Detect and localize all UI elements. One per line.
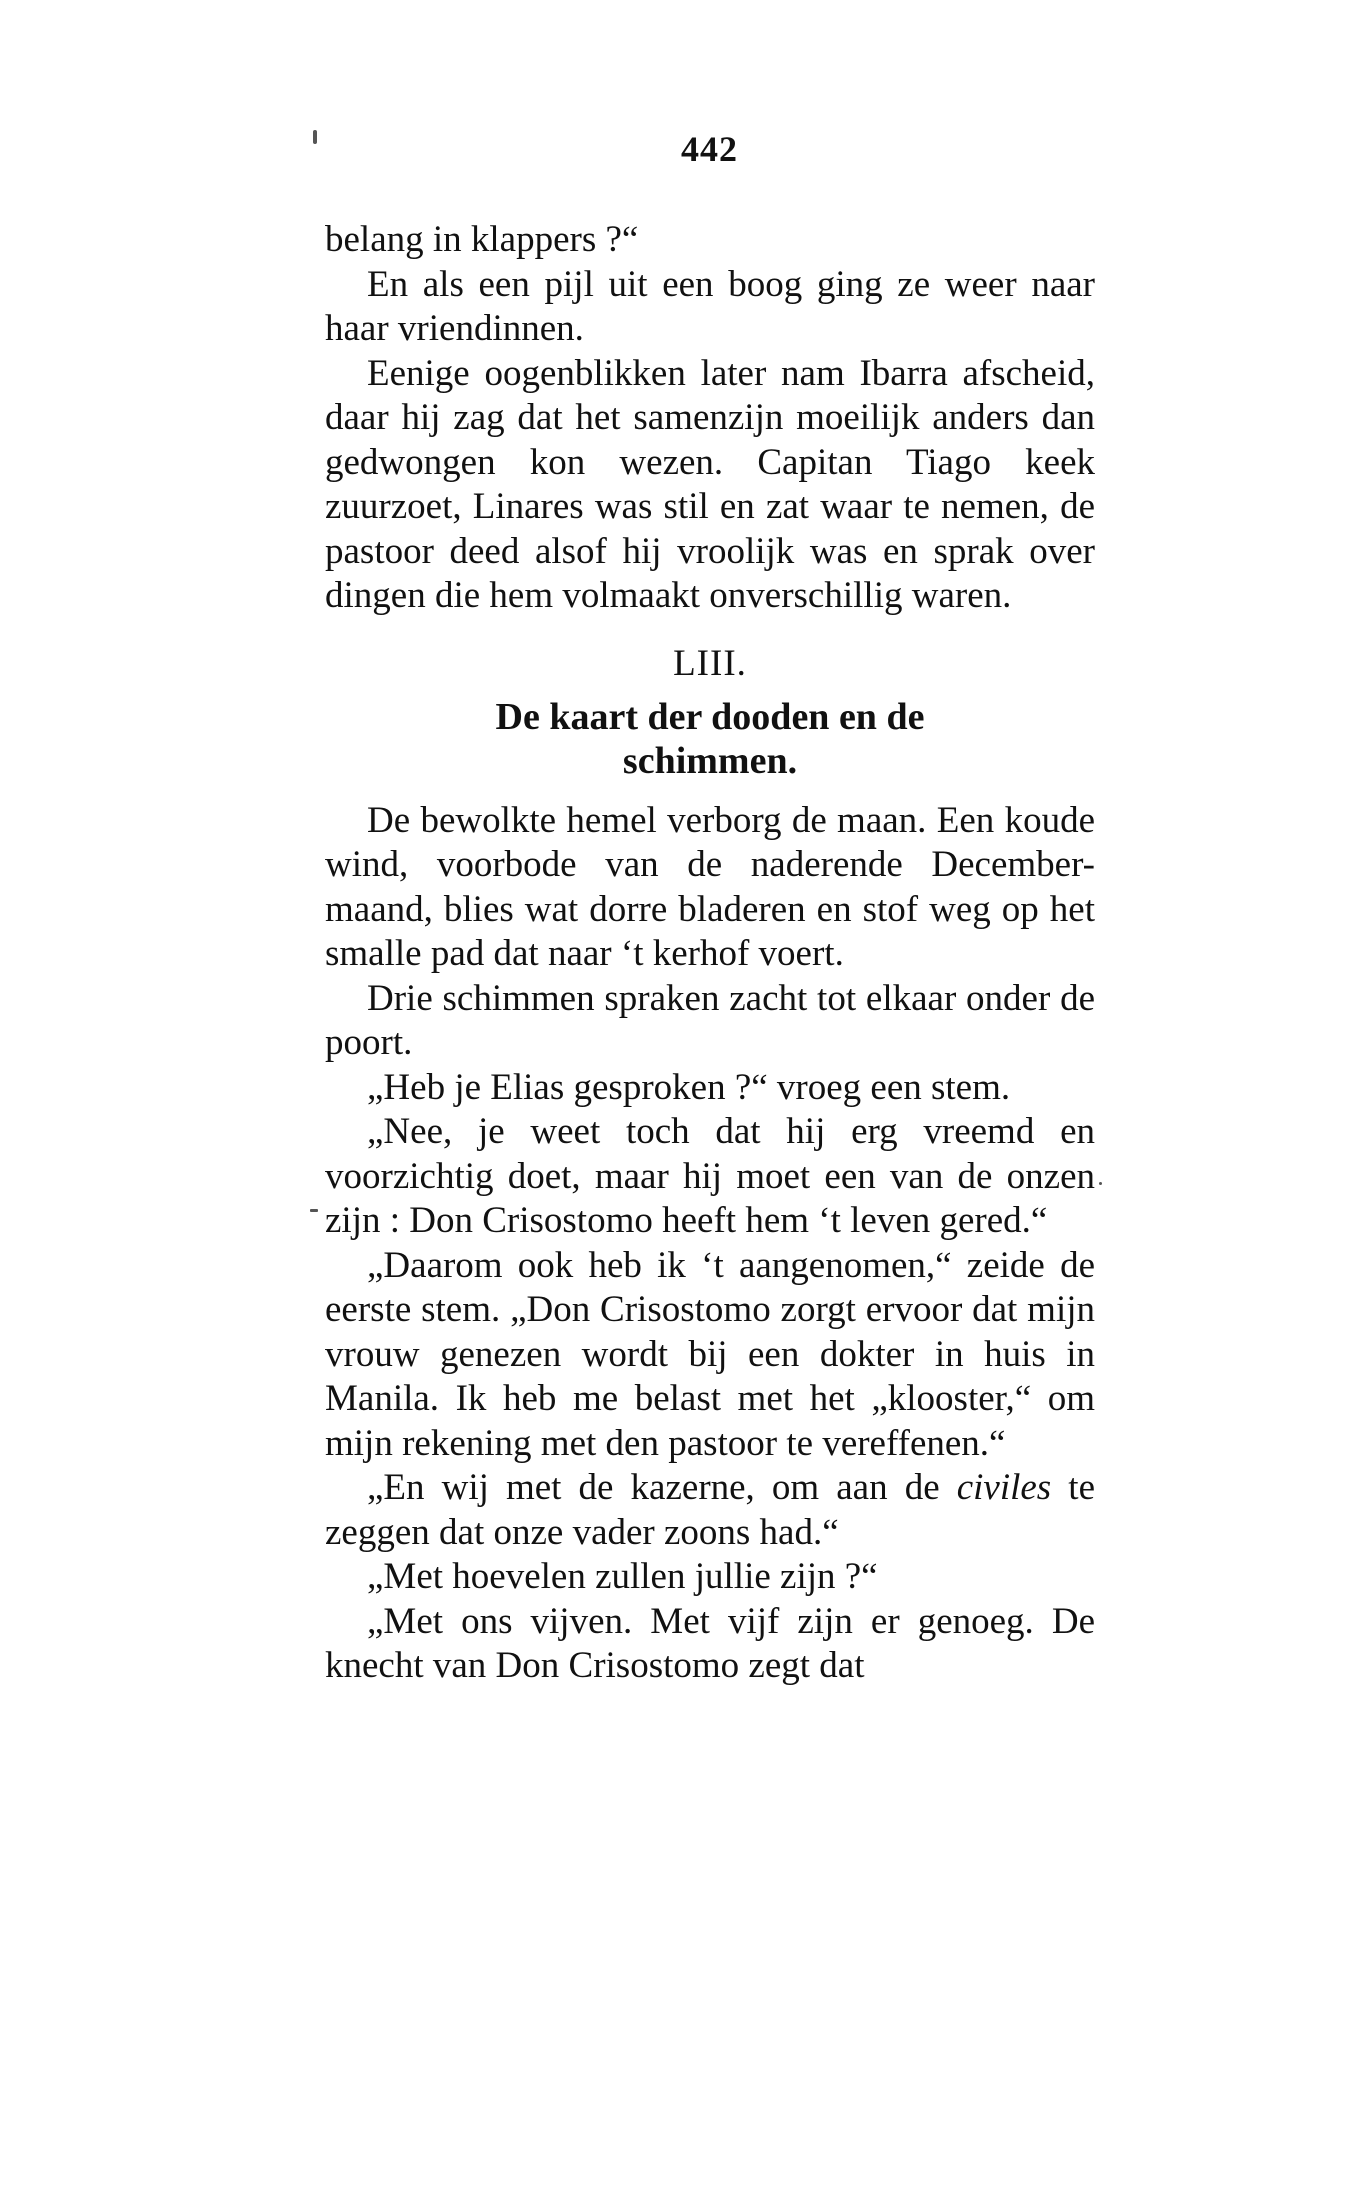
print-speck	[310, 1209, 318, 1212]
chapter-number: LIII.	[673, 642, 747, 684]
chapter-title-line-1: De kaart der dooden en de	[495, 695, 925, 738]
paragraph-text: te zeggen dat onze vader zoons had.“	[325, 1467, 1096, 1553]
paragraph	[325, 1466, 1095, 1555]
paragraph: „Daarom ook heb ik ‘t aangenomen,“ zeide de eerste stem. „Don Crisostomo zorgt ervoor dat mijn vrouw genezen wordt bij een dokter in huis in Manila. Ik heb me belast met het „klooster,“ om mijn rekening met den pastoor te vereffenen.“	[325, 1244, 1095, 1464]
paragraph: „Nee, je weet toch dat hij erg vreemd en voorzichtig doet, maar hij moet een van de onzen zijn : Don Crisostomo heeft hem ‘t leven gered.“	[325, 1111, 1095, 1241]
paragraph: De bewolkte hemel verborg de maan. Een koude wind, voorbode van de naderende December-maand, blies wat dorre bladeren en stof weg op het smalle pad dat naar ‘t kerhof voert.	[325, 799, 1095, 974]
paragraph: Eenige oogenblikken later nam Ibarra afscheid, daar hij zag dat het samenzijn moeilijk anders dan gedwongen kon wezen. Capitan Tiago keek zuurzoet, Linares was stil en zat waar te nemen, de pastoor deed alsof hij vroolijk was en sprak over dingen die hem volmaakt onverschillig waren.	[325, 352, 1095, 616]
paragraph: „Met hoevelen zullen jullie zijn ?“	[367, 1556, 878, 1597]
paragraph: Drie schimmen spraken zacht tot elkaar onder de poort.	[325, 977, 1095, 1063]
body-text	[325, 218, 1095, 1689]
italic-word: civiles	[956, 1467, 1052, 1508]
paragraph-text: „En wij met de kazerne, om aan de	[367, 1467, 957, 1508]
chapter-title-line-2: schimmen.	[622, 739, 798, 782]
page-number: 442	[681, 129, 738, 169]
chapter-title	[325, 695, 1095, 783]
paragraph: „Heb je Elias gesproken ?“ vroeg een stem.	[367, 1066, 1011, 1108]
print-speck	[1099, 1182, 1102, 1185]
paragraph: „Met ons vijven. Met vijf zijn er genoeg. De knecht van Don Crisostomo zegt dat	[325, 1600, 1095, 1686]
paragraph-continuation: belang in klappers ?“	[325, 219, 639, 260]
print-speck	[313, 130, 317, 144]
paragraph: En als een pijl uit een boog ging ze weer naar haar vriendinnen.	[325, 263, 1095, 349]
